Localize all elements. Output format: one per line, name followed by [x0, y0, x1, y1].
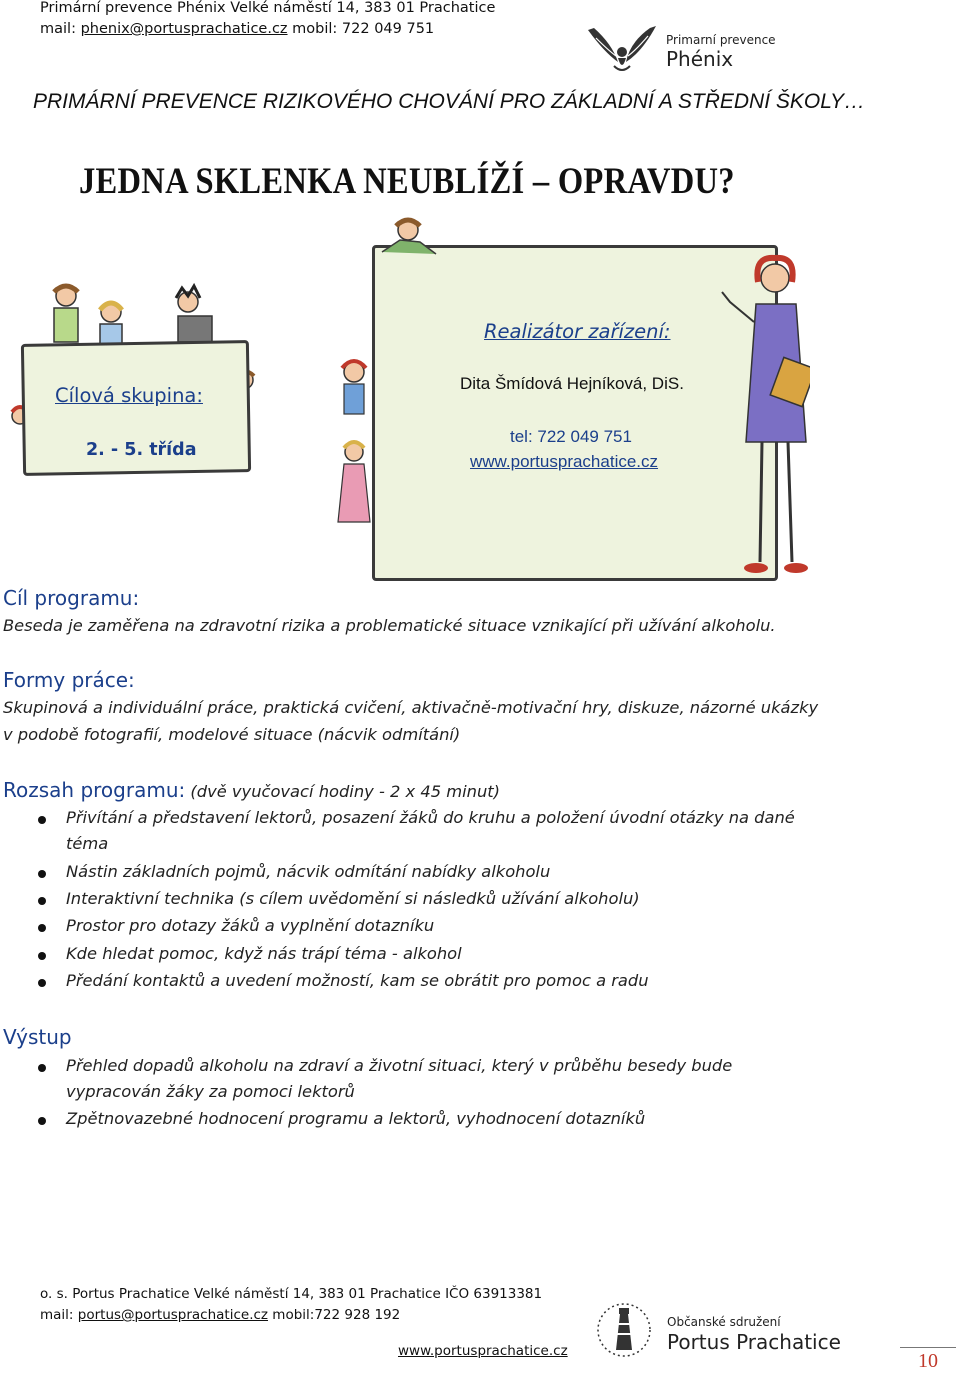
bullet-icon	[38, 952, 46, 960]
output-item: Přehled dopadů alkoholu na zdraví a životní situaci, který v průběhu besedy bude	[66, 1056, 733, 1075]
scope-item: Předání kontaktů a uvedení možností, kam se obrátit pro pomoc a radu	[66, 971, 649, 990]
lighthouse-logo-icon	[592, 1300, 656, 1360]
footer-mail-label: mail:	[40, 1307, 78, 1323]
header-mail-label: mail:	[40, 21, 81, 37]
provider-label: Realizátor zařízení:	[484, 320, 671, 343]
scope-heading-row	[3, 778, 500, 802]
bullet-icon	[38, 1064, 46, 1072]
header-mail-link[interactable]: phenix@portusprachatice.cz	[80, 21, 288, 37]
forms-text-line1: Skupinová a individuální práce, praktická cvičení, aktivačně-motivační hry, diskuze, názorné ukázky	[3, 698, 819, 717]
phenix-logo-title: Phénix	[666, 47, 734, 71]
kids-illustration-right	[330, 212, 810, 582]
phoenix-logo-icon	[584, 22, 660, 74]
footer-address: o. s. Portus Prachatice Velké náměstí 14, 383 01 Prachatice IČO 63913381	[40, 1286, 543, 1302]
scope-item: Nástin základních pojmů, nácvik odmítání nabídky alkoholu	[66, 862, 551, 881]
page-number-rule	[900, 1347, 956, 1348]
footer-contact	[40, 1307, 400, 1323]
page-number: 10	[918, 1350, 938, 1372]
footer-mail-link[interactable]: portus@portusprachatice.cz	[77, 1307, 269, 1323]
phenix-logo-subtitle: Primarní prevence	[666, 33, 776, 47]
provider-phone: tel: 722 049 751	[510, 427, 632, 446]
forms-text-line2: v podobě fotografií, modelové situace (nácvik odmítání)	[3, 725, 461, 744]
bullet-icon	[38, 924, 46, 932]
portus-logo-subtitle: Občanské sdružení	[667, 1315, 781, 1329]
portus-logo-title: Portus Prachatice	[667, 1330, 841, 1354]
bullet-icon	[38, 897, 46, 905]
bullet-icon	[38, 816, 46, 824]
bullet-icon	[38, 870, 46, 878]
scope-heading: Rozsah programu:	[3, 778, 186, 802]
header-address: Primární prevence Phénix Velké náměstí 14, 383 01 Prachatice	[40, 0, 496, 16]
provider-website-link[interactable]: www.portusprachatice.cz	[470, 452, 659, 471]
footer-mobile: mobil:722 928 192	[268, 1307, 401, 1323]
provider-name: Dita Šmídová Hejníková, DiS.	[460, 374, 684, 393]
scope-item: Kde hledat pomoc, když nás trápí téma - alkohol	[66, 944, 462, 963]
target-group-value: 2. - 5. třída	[86, 440, 197, 460]
scope-item: Prostor pro dotazy žáků a vyplnění dotazníku	[66, 916, 435, 935]
header-mobile: mobil: 722 049 751	[292, 21, 435, 37]
goal-text: Beseda je zaměřena na zdravotní rizika a problematické situace vznikající při užívání alkoholu.	[3, 616, 776, 635]
scope-item-continued: téma	[66, 834, 109, 853]
header-contact	[40, 21, 434, 37]
bullet-icon	[38, 1117, 46, 1125]
bullet-icon	[38, 979, 46, 987]
page-subtitle: PRIMÁRNÍ PREVENCE RIZIKOVÉHO CHOVÁNÍ PRO ZÁKLADNÍ A STŘEDNÍ ŠKOLY…	[33, 90, 866, 113]
page-title: JEDNA SKLENKA NEUBLÍŽÍ – OPRAVDU?	[79, 161, 735, 202]
scope-note: (dvě vyučovací hodiny - 2 x 45 minut)	[185, 782, 500, 801]
goal-heading: Cíl programu:	[3, 586, 140, 610]
forms-heading: Formy práce:	[3, 668, 135, 692]
output-heading: Výstup	[3, 1025, 72, 1049]
scope-item: Interaktivní technika (s cílem uvědomění si následků užívání alkoholu)	[66, 889, 640, 908]
target-group-label: Cílová skupina:	[55, 384, 203, 407]
scope-item: Přivítání a představení lektorů, posazení žáků do kruhu a položení úvodní otázky na dané	[66, 808, 795, 827]
output-item-continued: vypracován žáky za pomoci lektorů	[66, 1082, 355, 1101]
footer-website-link[interactable]: www.portusprachatice.cz	[398, 1343, 568, 1359]
output-item: Zpětnovazebné hodnocení programu a lektorů, vyhodnocení dotazníků	[66, 1109, 646, 1128]
